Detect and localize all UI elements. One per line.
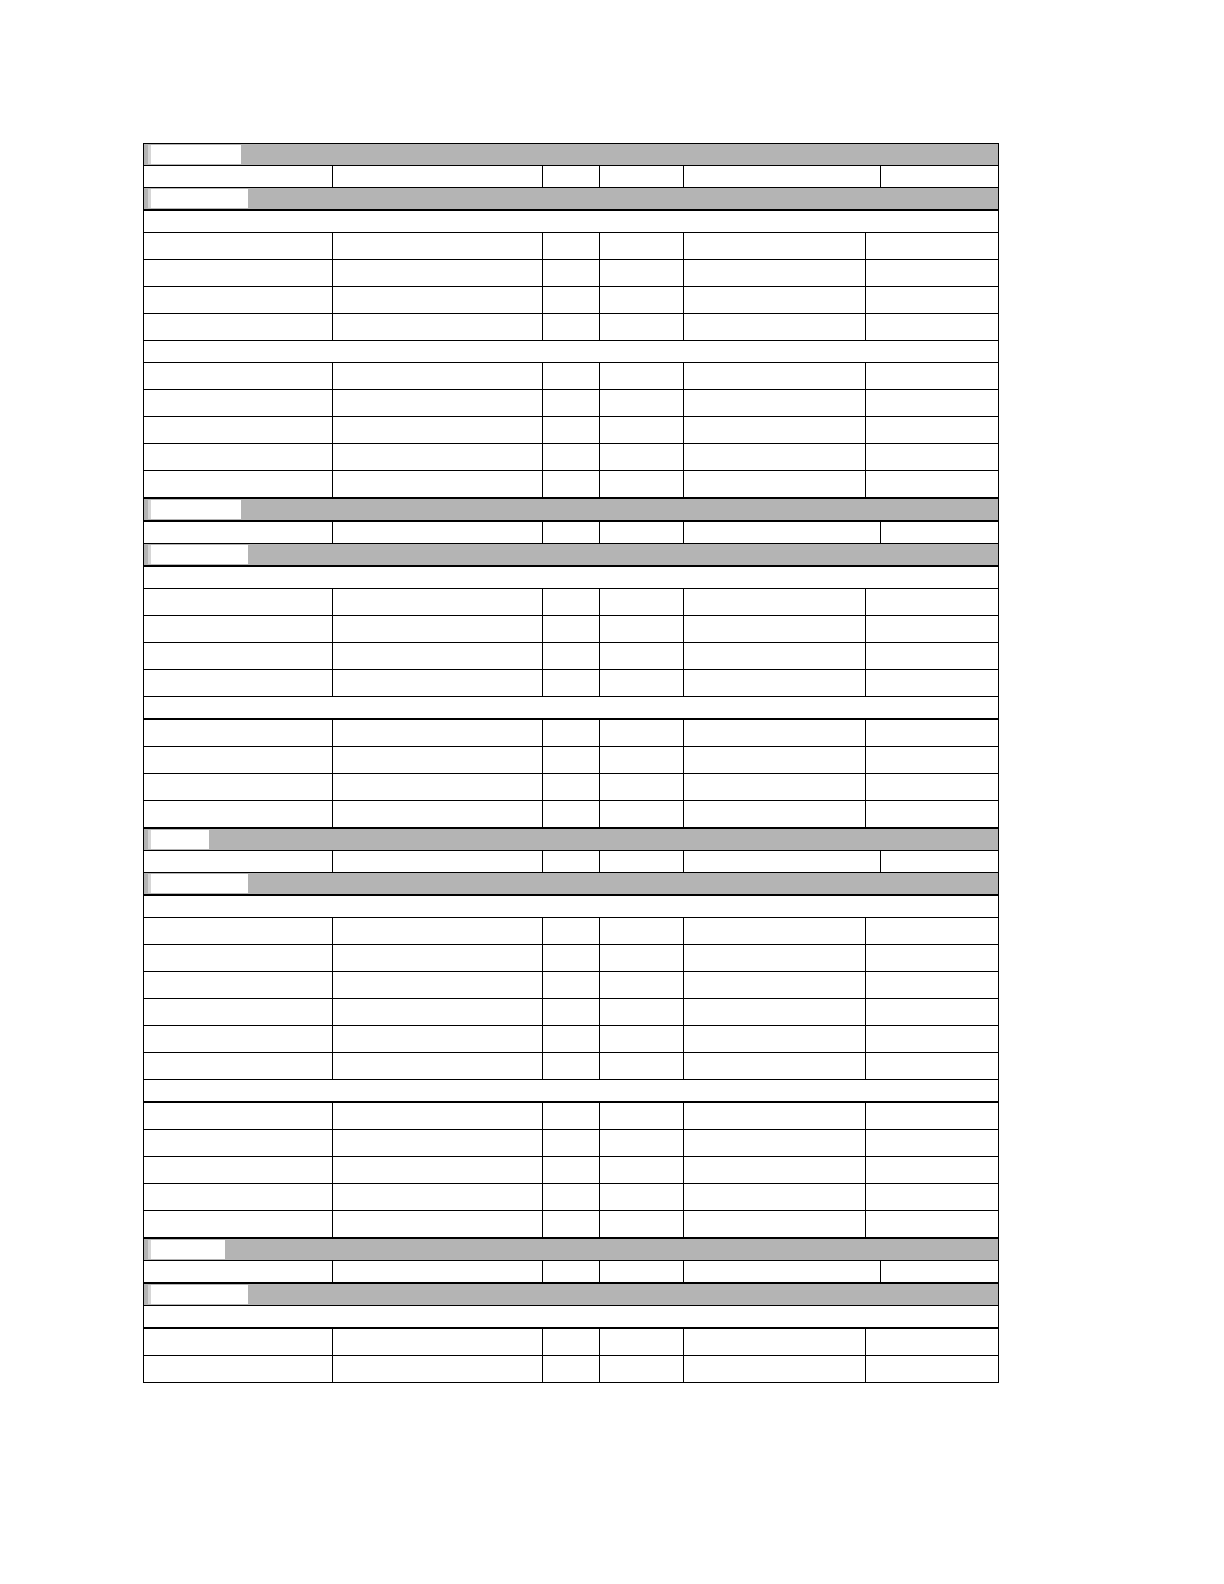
section-1-group-b-sub-cell[interactable] xyxy=(684,417,866,444)
section-3-group-c-sub-cell[interactable] xyxy=(600,1130,684,1156)
section-2-detail-row-cell-2[interactable] xyxy=(333,670,543,696)
section-2-group-b-sub-cell[interactable] xyxy=(543,774,600,801)
section-3-group-a-sub-cell[interactable] xyxy=(684,918,866,944)
section-4-subheader xyxy=(143,1283,999,1306)
section-1-group-b-sub-row xyxy=(144,417,998,444)
section-1-group-a-sub-cell[interactable] xyxy=(600,260,684,287)
section-1-group-a xyxy=(143,232,999,287)
section-3-detail-row-cell-4[interactable] xyxy=(600,1026,684,1052)
section-1-detail-row-cell-4[interactable] xyxy=(600,471,684,497)
section-1-group-b-sub-cell[interactable] xyxy=(866,417,1000,444)
section-3-group-a-sub-row xyxy=(144,945,998,972)
section-1-detail-row-cell-3[interactable] xyxy=(543,287,600,313)
section-4-summary-row-cell-3[interactable] xyxy=(543,1261,600,1282)
section-1-summary-row xyxy=(143,165,999,188)
section-1-detail-row-cell-1[interactable] xyxy=(144,444,333,470)
section-2-group-b-sub-cell[interactable] xyxy=(600,747,684,773)
section-1-detail-row-cell-5[interactable] xyxy=(684,314,866,340)
section-4-group-a-sub-cell[interactable] xyxy=(543,1329,600,1355)
section-2-detail-row-cell-1[interactable] xyxy=(144,643,333,669)
section-3-header xyxy=(143,828,999,851)
section-3-group-c-sub-cell[interactable] xyxy=(866,1157,1000,1184)
section-3-group-c-sub-cell[interactable] xyxy=(333,1130,543,1156)
section-2-group-b-sub-cell[interactable] xyxy=(333,774,543,801)
section-1-detail-row-cell-4[interactable] xyxy=(600,314,684,340)
section-1-detail-row-cell-6[interactable] xyxy=(866,444,1000,470)
section-2-detail-row-cell-6[interactable] xyxy=(866,801,1000,827)
section-3-group-b-sub-row xyxy=(144,999,998,1026)
section-2-group-b-sub-cell[interactable] xyxy=(684,720,866,746)
section-4-summary-row-cell-5[interactable] xyxy=(684,1261,881,1282)
section-3-detail-row xyxy=(143,1183,999,1211)
section-2-detail-row xyxy=(143,669,999,697)
section-2-summary-row-cell-2[interactable] xyxy=(333,522,543,543)
section-3-group-c-sub-cell[interactable] xyxy=(684,1130,866,1156)
section-2-group-a-sub-cell[interactable] xyxy=(866,589,1000,615)
section-1-group-b-sub-cell[interactable] xyxy=(543,417,600,444)
section-4-group-a-sub-cell[interactable] xyxy=(333,1329,543,1355)
section-3-detail-row-cell-2[interactable] xyxy=(333,1211,543,1237)
section-3-detail-row-cell-6[interactable] xyxy=(866,1026,1000,1052)
section-1-summary-row-cell-2[interactable] xyxy=(333,166,543,187)
section-3-detail-row xyxy=(143,1210,999,1238)
section-2-detail-row-cell-6[interactable] xyxy=(866,670,1000,696)
section-2-group-a-sub-cell[interactable] xyxy=(684,616,866,643)
section-3-summary-row-cell-1[interactable] xyxy=(144,851,333,872)
section-3-group-c-sub-cell[interactable] xyxy=(600,1103,684,1129)
section-2-group-a xyxy=(143,588,999,643)
section-3-summary-row-cell-6[interactable] xyxy=(881,851,1000,872)
section-4-group-a-sub-cell[interactable] xyxy=(866,1356,1000,1383)
section-2-group-a-sub-cell[interactable] xyxy=(684,589,866,615)
section-2-group-b-sub-cell[interactable] xyxy=(866,774,1000,801)
section-1-header xyxy=(143,143,999,166)
section-3-group-a-sub-cell[interactable] xyxy=(333,945,543,972)
section-2-summary-row xyxy=(143,521,999,544)
section-3-subheader-tab xyxy=(148,874,248,893)
section-2-detail-row-cell-4[interactable] xyxy=(600,670,684,696)
section-3-group-c-sub-cell[interactable] xyxy=(866,1130,1000,1156)
section-2-group-b-sub-cell[interactable] xyxy=(600,720,684,746)
section-3-group-a-sub-cell[interactable] xyxy=(600,945,684,972)
section-3-group-c-sub-cell[interactable] xyxy=(333,1157,543,1184)
section-1-summary-row-cell-3[interactable] xyxy=(543,166,600,187)
section-1-group-b-sub-cell[interactable] xyxy=(543,363,600,389)
section-1-detail-row-cell-3[interactable] xyxy=(543,444,600,470)
section-2-detail-row-cell-3[interactable] xyxy=(543,670,600,696)
section-3-subheader xyxy=(143,872,999,895)
section-2-group-b-sub-row xyxy=(144,720,998,747)
section-2-group-a-sub-cell[interactable] xyxy=(543,616,600,643)
section-3-group-c-sub-cell[interactable] xyxy=(333,1103,543,1129)
section-2-detail-row-cell-2[interactable] xyxy=(333,801,543,827)
section-4-subheader-tab xyxy=(148,1285,248,1304)
section-2-group-b-sub-cell[interactable] xyxy=(600,774,684,801)
section-1-detail-row-cell-5[interactable] xyxy=(684,287,866,313)
section-2-detail-row-cell-4[interactable] xyxy=(600,643,684,669)
section-3-summary-row-cell-2[interactable] xyxy=(333,851,543,872)
section-2-detail-row xyxy=(143,642,999,670)
section-3-label-row-b xyxy=(143,1079,999,1102)
section-2-summary-row-cell-5[interactable] xyxy=(684,522,881,543)
section-1-group-b-sub-cell[interactable] xyxy=(684,390,866,416)
section-1-detail-row-cell-6[interactable] xyxy=(866,471,1000,497)
section-3-group-b-sub-cell[interactable] xyxy=(684,972,866,998)
section-1-group-b-sub-row xyxy=(144,390,998,417)
section-2-label-row-a xyxy=(143,566,999,589)
section-2-group-b-sub-cell[interactable] xyxy=(866,720,1000,746)
section-1-detail-row-cell-2[interactable] xyxy=(333,314,543,340)
section-4-group-a-sub-cell[interactable] xyxy=(866,1329,1000,1355)
section-1-group-a-sub-cell[interactable] xyxy=(684,260,866,287)
section-1-subheader-tab xyxy=(148,189,248,208)
section-1-group-a-sub-cell[interactable] xyxy=(866,233,1000,259)
section-1-group-b-sub-cell[interactable] xyxy=(333,417,543,444)
section-3-detail-row-cell-5[interactable] xyxy=(684,1053,866,1079)
section-1-label-row-a xyxy=(143,210,999,233)
section-3-group-c-sub-cell[interactable] xyxy=(866,1103,1000,1129)
section-3-group-a-sub-row xyxy=(144,918,998,945)
section-3-detail-row-cell-2[interactable] xyxy=(333,1026,543,1052)
section-3-group-c-sub-cell[interactable] xyxy=(684,1157,866,1184)
section-1-summary-row-cell-5[interactable] xyxy=(684,166,881,187)
section-4-group-a-sub-cell[interactable] xyxy=(543,1356,600,1383)
section-3-group-c-sub-cell[interactable] xyxy=(543,1130,600,1156)
section-3-group-b-sub-cell[interactable] xyxy=(333,999,543,1026)
section-2-detail-row-cell-6[interactable] xyxy=(866,643,1000,669)
section-4-summary-row xyxy=(143,1260,999,1283)
section-3-detail-row-cell-3[interactable] xyxy=(543,1211,600,1237)
section-1-detail-row-cell-1[interactable] xyxy=(144,314,333,340)
section-3-detail-row-cell-6[interactable] xyxy=(866,1184,1000,1210)
section-1-group-b-sub-cell[interactable] xyxy=(600,390,684,416)
section-2-group-b-sub-row xyxy=(144,747,998,774)
section-2-subheader xyxy=(143,543,999,566)
section-4-summary-row-cell-6[interactable] xyxy=(881,1261,1000,1282)
section-1-summary-row-cell-1[interactable] xyxy=(144,166,333,187)
section-2-header xyxy=(143,498,999,521)
section-1-detail-row-cell-4[interactable] xyxy=(600,287,684,313)
section-4-label-row-a xyxy=(143,1305,999,1328)
section-3-summary-row xyxy=(143,850,999,873)
section-3-group-b-sub-cell[interactable] xyxy=(866,972,1000,998)
section-4-group-a-sub-cell[interactable] xyxy=(600,1329,684,1355)
section-3-group-b-sub-cell[interactable] xyxy=(543,999,600,1026)
section-2-group-a-sub-cell[interactable] xyxy=(600,616,684,643)
section-3-detail-row-cell-6[interactable] xyxy=(866,1211,1000,1237)
section-3-group-a-sub-cell[interactable] xyxy=(543,918,600,944)
section-1-detail-row-cell-1[interactable] xyxy=(144,471,333,497)
section-2-detail-row-cell-1[interactable] xyxy=(144,801,333,827)
section-2-label-row-b xyxy=(143,696,999,719)
section-4-group-a-sub-cell[interactable] xyxy=(684,1329,866,1355)
section-3-summary-row-cell-4[interactable] xyxy=(600,851,684,872)
section-2-detail-row-cell-5[interactable] xyxy=(684,670,866,696)
section-1-detail-row-cell-4[interactable] xyxy=(600,444,684,470)
section-3-detail-row-cell-3[interactable] xyxy=(543,1184,600,1210)
section-1-group-b-sub-cell[interactable] xyxy=(866,363,1000,389)
section-1-group-a-sub-cell[interactable] xyxy=(333,260,543,287)
section-2-group-a-sub-cell[interactable] xyxy=(866,616,1000,643)
section-3-group-b-sub-cell[interactable] xyxy=(600,999,684,1026)
section-3-group-c-sub-cell[interactable] xyxy=(543,1157,600,1184)
section-4-summary-row-cell-1[interactable] xyxy=(144,1261,333,1282)
section-3-detail-row-cell-5[interactable] xyxy=(684,1026,866,1052)
section-3-detail-row-cell-3[interactable] xyxy=(543,1026,600,1052)
section-2-group-a-sub-row xyxy=(144,589,998,616)
section-3-group-c xyxy=(143,1102,999,1184)
section-2-detail-row-cell-1[interactable] xyxy=(144,670,333,696)
section-1-group-b xyxy=(143,362,999,444)
section-3-detail-row xyxy=(143,1052,999,1080)
section-1-group-b-sub-cell[interactable] xyxy=(333,390,543,416)
section-1-detail-row-cell-3[interactable] xyxy=(543,471,600,497)
section-3-header-tab xyxy=(148,830,209,849)
section-1-detail-row-cell-5[interactable] xyxy=(684,444,866,470)
section-2-group-b-sub-cell[interactable] xyxy=(333,747,543,773)
section-1-group-b-sub-cell[interactable] xyxy=(333,363,543,389)
section-1-summary-row-cell-4[interactable] xyxy=(600,166,684,187)
section-3-group-b-sub-cell[interactable] xyxy=(684,999,866,1026)
section-2-group-a-sub-cell[interactable] xyxy=(543,589,600,615)
section-2-group-b-sub-cell[interactable] xyxy=(684,747,866,773)
section-2-summary-row-cell-6[interactable] xyxy=(881,522,1000,543)
section-3-group-a-sub-cell[interactable] xyxy=(333,918,543,944)
section-1-group-b-sub-cell[interactable] xyxy=(543,390,600,416)
section-1-summary-row-cell-6[interactable] xyxy=(881,166,1000,187)
section-1-group-a-sub-cell[interactable] xyxy=(866,260,1000,287)
section-1-detail-row xyxy=(143,313,999,341)
section-2-group-a-sub-cell[interactable] xyxy=(333,589,543,615)
section-3-group-b-sub-cell[interactable] xyxy=(333,972,543,998)
section-4-group-a-sub-cell[interactable] xyxy=(333,1356,543,1383)
section-4-group-a-sub-cell[interactable] xyxy=(684,1356,866,1383)
section-3-group-a-sub-cell[interactable] xyxy=(866,918,1000,944)
section-1-group-b-sub-cell[interactable] xyxy=(684,363,866,389)
section-3-group-c-sub-row xyxy=(144,1157,998,1184)
section-1-detail-row xyxy=(143,286,999,314)
section-2-header-tab xyxy=(148,500,241,519)
section-2-summary-row-cell-4[interactable] xyxy=(600,522,684,543)
section-3-detail-row-cell-4[interactable] xyxy=(600,1211,684,1237)
section-3-group-c-sub-cell[interactable] xyxy=(543,1103,600,1129)
section-3-detail-row-cell-4[interactable] xyxy=(600,1053,684,1079)
section-3-detail-row-cell-3[interactable] xyxy=(543,1053,600,1079)
section-2-detail-row xyxy=(143,800,999,828)
section-1-label-row-b xyxy=(143,340,999,363)
section-2-group-a-sub-cell[interactable] xyxy=(333,616,543,643)
section-3-detail-row-cell-2[interactable] xyxy=(333,1053,543,1079)
section-3-detail-row-cell-1[interactable] xyxy=(144,1026,333,1052)
section-3-group-a xyxy=(143,917,999,972)
section-3-group-a-sub-cell[interactable] xyxy=(543,945,600,972)
section-1-group-b-sub-cell[interactable] xyxy=(600,417,684,444)
section-2-group-b-sub-row xyxy=(144,774,998,801)
section-3-detail-row-cell-4[interactable] xyxy=(600,1184,684,1210)
section-3-detail-row-cell-5[interactable] xyxy=(684,1184,866,1210)
section-3-detail-row-cell-5[interactable] xyxy=(684,1211,866,1237)
section-1-detail-row-cell-1[interactable] xyxy=(144,287,333,313)
section-3-label-row-a xyxy=(143,895,999,918)
section-1-detail-row-cell-6[interactable] xyxy=(866,287,1000,313)
section-1-detail-row-cell-5[interactable] xyxy=(684,471,866,497)
section-2-detail-row-cell-5[interactable] xyxy=(684,801,866,827)
section-1-detail-row-cell-3[interactable] xyxy=(543,314,600,340)
section-4-group-a xyxy=(143,1328,999,1383)
section-2-group-b-sub-cell[interactable] xyxy=(866,747,1000,773)
section-1-header-tab xyxy=(148,145,241,164)
section-3-group-c-sub-row xyxy=(144,1130,998,1157)
section-1-detail-row-cell-2[interactable] xyxy=(333,471,543,497)
section-2-group-b-sub-cell[interactable] xyxy=(543,747,600,773)
section-3-detail-row-cell-1[interactable] xyxy=(144,1211,333,1237)
section-3-summary-row-cell-3[interactable] xyxy=(543,851,600,872)
section-2-group-a-sub-row xyxy=(144,616,998,643)
section-3-group-c-sub-cell[interactable] xyxy=(684,1103,866,1129)
section-2-group-b-sub-cell[interactable] xyxy=(684,774,866,801)
section-2-detail-row-cell-4[interactable] xyxy=(600,801,684,827)
section-3-group-c-sub-cell[interactable] xyxy=(600,1157,684,1184)
section-1-group-a-sub-row xyxy=(144,233,998,260)
section-1-subheader xyxy=(143,187,999,210)
section-3-group-a-sub-cell[interactable] xyxy=(866,945,1000,972)
section-2-summary-row-cell-1[interactable] xyxy=(144,522,333,543)
section-2-group-b-sub-cell[interactable] xyxy=(543,720,600,746)
section-4-group-a-sub-row xyxy=(144,1329,998,1356)
section-2-detail-row-cell-5[interactable] xyxy=(684,643,866,669)
section-3-group-b-sub-cell[interactable] xyxy=(543,972,600,998)
section-2-detail-row-cell-3[interactable] xyxy=(543,643,600,669)
section-2-group-b xyxy=(143,719,999,801)
section-1-group-a-sub-cell[interactable] xyxy=(333,233,543,259)
section-1-detail-row xyxy=(143,443,999,471)
section-2-group-b-sub-cell[interactable] xyxy=(333,720,543,746)
section-2-detail-row-cell-2[interactable] xyxy=(333,643,543,669)
section-3-detail-row-cell-2[interactable] xyxy=(333,1184,543,1210)
section-3-detail-row-cell-6[interactable] xyxy=(866,1053,1000,1079)
section-1-detail-row-cell-2[interactable] xyxy=(333,444,543,470)
section-1-group-a-sub-cell[interactable] xyxy=(600,233,684,259)
section-3-detail-row-cell-1[interactable] xyxy=(144,1053,333,1079)
section-1-group-b-sub-cell[interactable] xyxy=(866,390,1000,416)
section-1-group-a-sub-row xyxy=(144,260,998,287)
section-3-group-b-sub-cell[interactable] xyxy=(600,972,684,998)
section-3-group-c-sub-row xyxy=(144,1103,998,1130)
section-1-detail-row xyxy=(143,470,999,498)
section-3-detail-row-cell-1[interactable] xyxy=(144,1184,333,1210)
section-2-subheader-tab xyxy=(148,545,248,564)
section-3-group-b-sub-cell[interactable] xyxy=(866,999,1000,1026)
section-2-detail-row-cell-3[interactable] xyxy=(543,801,600,827)
section-3-group-b-sub-row xyxy=(144,972,998,999)
section-4-summary-row-cell-2[interactable] xyxy=(333,1261,543,1282)
section-1-group-b-sub-cell[interactable] xyxy=(600,363,684,389)
section-4-summary-row-cell-4[interactable] xyxy=(600,1261,684,1282)
section-4-group-a-sub-cell[interactable] xyxy=(600,1356,684,1383)
section-3-group-a-sub-cell[interactable] xyxy=(684,945,866,972)
section-1-detail-row-cell-2[interactable] xyxy=(333,287,543,313)
section-1-group-a-sub-cell[interactable] xyxy=(543,260,600,287)
section-4-header-tab xyxy=(148,1240,225,1259)
section-1-detail-row-cell-6[interactable] xyxy=(866,314,1000,340)
section-1-group-b-sub-row xyxy=(144,363,998,390)
section-4-header xyxy=(143,1238,999,1261)
section-1-group-a-sub-cell[interactable] xyxy=(543,233,600,259)
section-3-detail-row xyxy=(143,1025,999,1053)
section-2-group-a-sub-cell[interactable] xyxy=(600,589,684,615)
section-3-group-a-sub-cell[interactable] xyxy=(600,918,684,944)
section-1-group-a-sub-cell[interactable] xyxy=(684,233,866,259)
section-2-summary-row-cell-3[interactable] xyxy=(543,522,600,543)
section-4-group-a-sub-row xyxy=(144,1356,998,1383)
section-3-group-b xyxy=(143,971,999,1026)
section-3-summary-row-cell-5[interactable] xyxy=(684,851,881,872)
